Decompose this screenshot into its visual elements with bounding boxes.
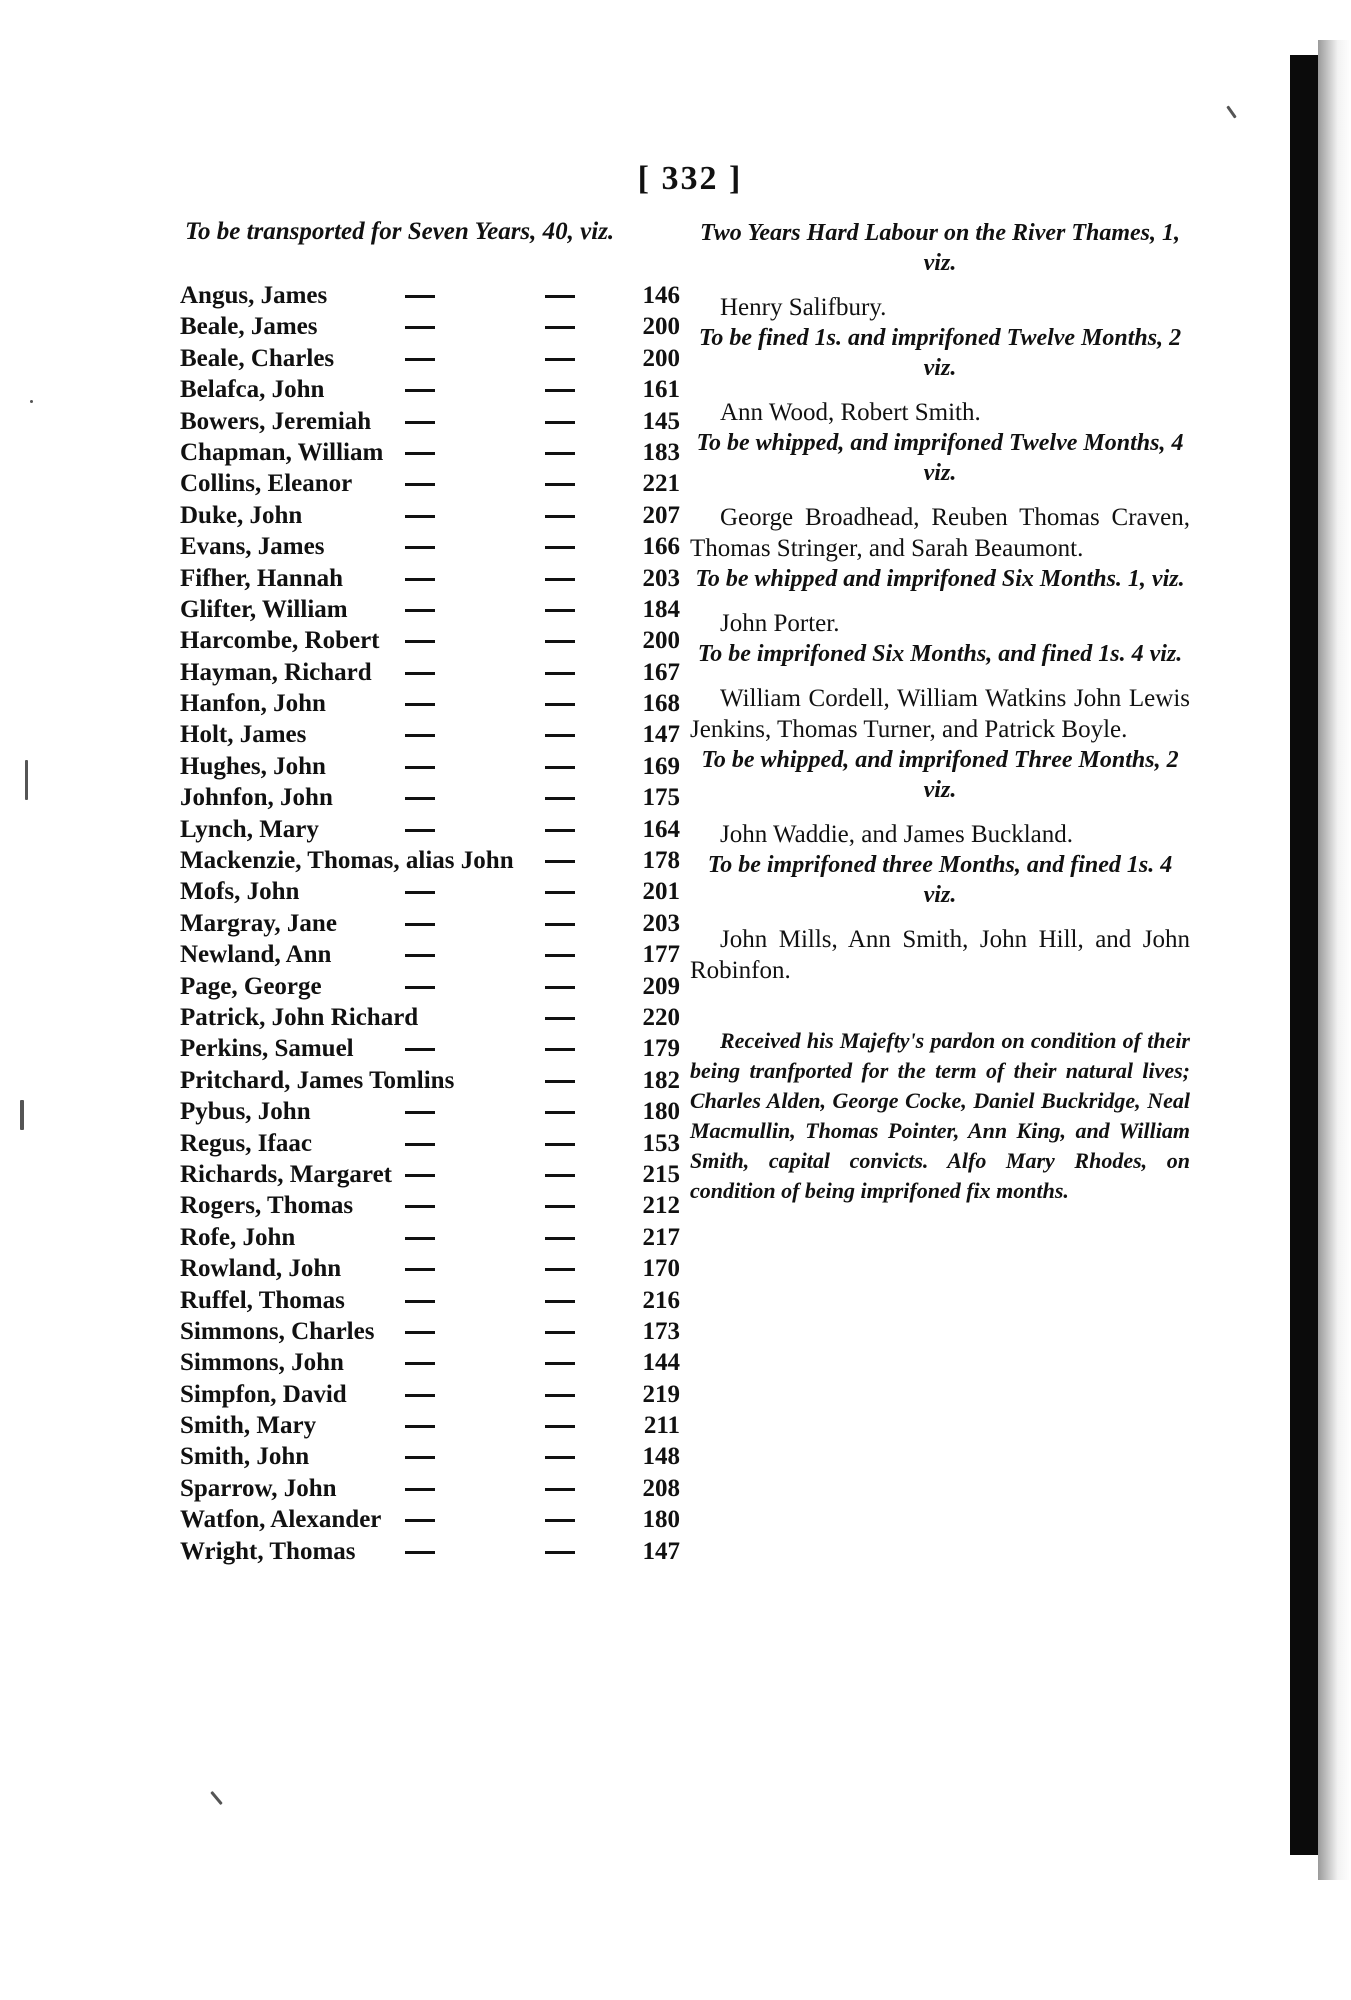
leader-dash — [545, 1268, 575, 1271]
reference-number: 145 — [642, 407, 680, 435]
section-body: John Waddie, and James Buckland. — [720, 821, 1074, 848]
convict-name: Johnfon, John — [180, 784, 333, 812]
pardon-paragraph: Received his Majefty's pardon on condition of their being tranfported for the term of their natural lives; Charles Alden, George Cocke, Daniel Buckridge, Neal Macmullin, Thomas Pointer, Ann King, and William Smith, capital convicts. Alfo Mary Rhodes, on condition of being imprifoned fix months. — [690, 1028, 1190, 1203]
transportation-list — [165, 218, 685, 1567]
table-row — [165, 1316, 685, 1347]
leader-dash — [545, 515, 575, 518]
table-row — [165, 688, 685, 719]
table-row — [165, 531, 685, 562]
convict-name: Richards, Margaret — [180, 1160, 392, 1188]
reference-number: 182 — [642, 1066, 680, 1094]
convict-name: Page, George — [180, 972, 322, 1000]
convict-name: Hayman, Richard — [180, 658, 372, 686]
leader-dash — [405, 954, 435, 957]
reference-number: 201 — [642, 878, 680, 906]
leader-dash — [405, 734, 435, 737]
leader-dash — [405, 829, 435, 832]
reference-number: 183 — [642, 438, 680, 466]
table-row — [165, 374, 685, 405]
convict-name: Hughes, John — [180, 752, 326, 780]
table-row — [165, 1285, 685, 1316]
leader-dash — [405, 546, 435, 549]
scan-speck — [1226, 105, 1236, 118]
table-row — [165, 1473, 685, 1504]
table-row — [165, 1033, 685, 1064]
reference-number: 180 — [642, 1098, 680, 1126]
leader-dash — [545, 1143, 575, 1146]
leader-dash — [405, 452, 435, 455]
convict-name: Evans, James — [180, 533, 325, 561]
reference-number: 203 — [642, 909, 680, 937]
leader-dash — [405, 515, 435, 518]
convict-name: Rofe, John — [180, 1223, 296, 1251]
table-row — [165, 876, 685, 907]
table-row — [165, 343, 685, 374]
leader-dash — [545, 609, 575, 612]
scan-speck — [20, 1100, 24, 1130]
table-row — [165, 1222, 685, 1253]
leader-dash — [545, 672, 575, 675]
table-row — [165, 1065, 685, 1096]
leader-dash — [405, 1425, 435, 1428]
leader-dash — [545, 1425, 575, 1428]
leader-dash — [545, 1237, 575, 1240]
reference-number: 164 — [642, 815, 680, 843]
leader-dash — [405, 1362, 435, 1365]
table-row — [165, 1159, 685, 1190]
table-row — [165, 311, 685, 342]
table-row — [165, 1536, 685, 1567]
leader-dash — [545, 1331, 575, 1334]
convict-name: Simmons, Charles — [180, 1317, 375, 1345]
leader-dash — [405, 640, 435, 643]
leader-dash — [405, 766, 435, 769]
leader-dash — [405, 797, 435, 800]
leader-dash — [545, 891, 575, 894]
section-body: Henry Salifbury. — [720, 294, 887, 321]
table-row — [165, 500, 685, 531]
reference-number: 200 — [642, 344, 680, 372]
convict-name: Wright, Thomas — [180, 1537, 356, 1565]
leader-dash — [545, 483, 575, 486]
convict-name: Lynch, Mary — [180, 815, 319, 843]
convict-name: Pritchard, James Tomlins — [180, 1066, 455, 1094]
leader-dash — [405, 1519, 435, 1522]
table-row — [165, 908, 685, 939]
convict-name: Beale, James — [180, 313, 318, 341]
table-row — [165, 468, 685, 499]
scan-speck — [30, 400, 33, 403]
convict-name: Collins, Eleanor — [180, 470, 353, 498]
section-heading: To be whipped and imprifoned Six Months. 1, viz. — [695, 566, 1185, 592]
reference-number: 167 — [642, 658, 680, 686]
leader-dash — [405, 1143, 435, 1146]
table-row — [165, 280, 685, 311]
leader-dash — [545, 923, 575, 926]
reference-number: 200 — [642, 627, 680, 655]
section-body: John Mills, Ann Smith, John Hill, and John Robinfon. — [690, 926, 1190, 984]
leader-dash — [545, 986, 575, 989]
table-row — [165, 1128, 685, 1159]
convict-name: Harcombe, Robert — [180, 627, 380, 655]
table-row — [165, 1002, 685, 1033]
convict-name: Duke, John — [180, 501, 303, 529]
leader-dash — [405, 578, 435, 581]
convict-name: Belafca, John — [180, 376, 325, 404]
leader-dash — [545, 358, 575, 361]
convict-name: Rogers, Thomas — [180, 1192, 354, 1220]
leader-dash — [405, 389, 435, 392]
leader-dash — [405, 1331, 435, 1334]
convict-name: Bowers, Jeremiah — [180, 407, 372, 435]
leader-dash — [545, 829, 575, 832]
leader-dash — [405, 421, 435, 424]
leader-dash — [545, 546, 575, 549]
table-row — [165, 1504, 685, 1535]
leader-dash — [405, 1394, 435, 1397]
leader-dash — [405, 1488, 435, 1491]
leader-dash — [545, 578, 575, 581]
reference-number: 207 — [642, 501, 680, 529]
leader-dash — [405, 483, 435, 486]
table-row — [165, 782, 685, 813]
leader-dash — [405, 1111, 435, 1114]
reference-number: 147 — [642, 1537, 680, 1565]
reference-number: 216 — [642, 1286, 680, 1314]
leader-dash — [405, 326, 435, 329]
table-row — [165, 971, 685, 1002]
table-row — [165, 1347, 685, 1378]
table-row — [165, 657, 685, 688]
convict-name: Margray, Jane — [180, 909, 337, 937]
table-row — [165, 1190, 685, 1221]
reference-number: 166 — [642, 533, 680, 561]
leader-dash — [545, 1456, 575, 1459]
page-number: [ 332 ] — [637, 160, 743, 197]
convict-name: Smith, Mary — [180, 1412, 317, 1440]
section-body: John Porter. — [720, 610, 840, 637]
leader-dash — [545, 860, 575, 863]
convict-name: Simpfon, David — [180, 1380, 347, 1408]
convict-name: Simmons, John — [180, 1349, 344, 1377]
scan-speck — [210, 1791, 223, 1805]
leader-dash — [545, 1205, 575, 1208]
section-fined-twelve-months — [690, 323, 1190, 428]
leader-dash — [405, 1048, 435, 1051]
reference-number: 148 — [642, 1443, 680, 1471]
reference-number: 168 — [642, 690, 680, 718]
leader-dash — [405, 923, 435, 926]
reference-number: 211 — [643, 1412, 680, 1440]
leader-dash — [545, 954, 575, 957]
reference-number: 169 — [642, 752, 680, 780]
table-row — [165, 939, 685, 970]
reference-number: 146 — [642, 282, 680, 309]
leader-dash — [405, 1205, 435, 1208]
reference-number: 184 — [642, 595, 680, 623]
section-imprisoned-three-months — [690, 850, 1190, 986]
convict-name: Watfon, Alexander — [180, 1506, 382, 1534]
reference-number: 173 — [642, 1317, 680, 1345]
table-row — [165, 845, 685, 876]
reference-number: 208 — [642, 1474, 680, 1502]
leader-dash — [545, 1519, 575, 1522]
table-row — [165, 751, 685, 782]
leader-dash — [545, 1080, 575, 1083]
convict-name: Beale, Charles — [180, 344, 335, 372]
reference-number: 200 — [642, 313, 680, 341]
reference-number: 209 — [642, 972, 680, 1000]
section-heading: To be imprifoned Six Months, and fined 1s. 4 viz. — [697, 641, 1183, 667]
section-imprisoned-six-months — [690, 639, 1190, 745]
reference-number: 179 — [642, 1035, 680, 1063]
table-row — [165, 1410, 685, 1441]
leader-dash — [405, 358, 435, 361]
convict-name: Patrick, John Richard — [180, 1003, 419, 1031]
leader-dash — [545, 452, 575, 455]
reference-number: 212 — [642, 1192, 680, 1220]
section-heading: To be imprifoned three Months, and fined 1s. 4 viz. — [707, 852, 1173, 908]
reference-number: 221 — [642, 470, 680, 498]
convict-name: Hanfon, John — [180, 690, 326, 718]
convict-name: Glifter, William — [180, 595, 348, 623]
leader-dash — [405, 986, 435, 989]
book-spine-shadow — [1290, 55, 1318, 1855]
section-heading: To be whipped, and imprifoned Three Months, 2 viz. — [701, 747, 1179, 803]
leader-dash — [545, 1362, 575, 1365]
convict-name: Sparrow, John — [180, 1474, 337, 1502]
table-row — [165, 814, 685, 845]
leader-dash — [405, 295, 435, 298]
section-body: Ann Wood, Robert Smith. — [720, 399, 981, 426]
reference-number: 178 — [642, 847, 680, 875]
leader-dash — [405, 1456, 435, 1459]
reference-number: 153 — [642, 1129, 680, 1157]
convict-name: Fifher, Hannah — [180, 564, 344, 592]
table-row — [165, 563, 685, 594]
table-row — [165, 1096, 685, 1127]
section-heading: Two Years Hard Labour on the River Thames, 1, viz. — [699, 220, 1181, 276]
reference-number: 170 — [642, 1255, 680, 1283]
table-row — [165, 594, 685, 625]
reference-number: 217 — [642, 1223, 680, 1251]
reference-number: 147 — [642, 721, 680, 749]
leader-dash — [545, 295, 575, 298]
leader-dash — [405, 1300, 435, 1303]
convict-name: Chapman, William — [180, 438, 384, 466]
table-row — [165, 437, 685, 468]
leader-dash — [545, 1017, 575, 1020]
convict-name: Perkins, Samuel — [180, 1035, 354, 1063]
reference-number: 203 — [642, 564, 680, 592]
leader-dash — [545, 1300, 575, 1303]
convict-name: Smith, John — [180, 1443, 310, 1471]
entry-list — [165, 280, 685, 1567]
table-row — [165, 1253, 685, 1284]
leader-dash — [545, 1174, 575, 1177]
section-heading: To be fined 1s. and imprifoned Twelve Months, 2 viz. — [698, 325, 1182, 381]
leader-dash — [405, 1174, 435, 1177]
section-whipped-six-months — [690, 564, 1190, 639]
leader-dash — [545, 1048, 575, 1051]
page-edge — [1318, 40, 1351, 1880]
reference-number: 220 — [642, 1003, 680, 1031]
reference-number: 177 — [642, 941, 680, 969]
convict-name: Holt, James — [180, 721, 307, 749]
scan-speck — [25, 760, 28, 800]
table-row — [165, 1441, 685, 1472]
leader-dash — [545, 734, 575, 737]
reference-number: 144 — [642, 1349, 680, 1377]
leader-dash — [545, 389, 575, 392]
convict-name: Rowland, John — [180, 1255, 342, 1283]
convict-name: Pybus, John — [180, 1098, 311, 1126]
leader-dash — [545, 1394, 575, 1397]
convict-name: Newland, Ann — [180, 941, 332, 969]
leader-dash — [405, 1268, 435, 1271]
leader-dash — [405, 1237, 435, 1240]
convict-name: Mofs, John — [180, 878, 300, 906]
convict-name: Ruffel, Thomas — [180, 1286, 345, 1314]
section-body: George Broadhead, Reuben Thomas Craven, Thomas Stringer, and Sarah Beaumont. — [690, 504, 1190, 562]
leader-dash — [405, 672, 435, 675]
reference-number: 161 — [642, 376, 680, 404]
table-row — [165, 406, 685, 437]
transportation-heading: To be transported for Seven Years, 40, viz. — [185, 218, 615, 245]
leader-dash — [545, 1488, 575, 1491]
leader-dash — [545, 640, 575, 643]
leader-dash — [545, 766, 575, 769]
leader-dash — [405, 1551, 435, 1554]
leader-dash — [545, 421, 575, 424]
leader-dash — [545, 797, 575, 800]
convict-name: Mackenzie, Thomas, alias John — [180, 847, 514, 875]
leader-dash — [545, 1111, 575, 1114]
reference-number: 180 — [642, 1506, 680, 1534]
reference-number: 175 — [642, 784, 680, 812]
sentences-column — [690, 218, 1190, 1206]
section-whipped-twelve-months — [690, 428, 1190, 564]
reference-number: 215 — [642, 1160, 680, 1188]
table-row — [165, 1379, 685, 1410]
leader-dash — [545, 703, 575, 706]
table-row — [165, 625, 685, 656]
leader-dash — [405, 609, 435, 612]
section-heading: To be whipped, and imprifoned Twelve Months, 4 viz. — [696, 430, 1184, 486]
section-hard-labour — [690, 218, 1190, 323]
leader-dash — [405, 891, 435, 894]
section-whipped-three-months — [690, 745, 1190, 850]
leader-dash — [545, 326, 575, 329]
reference-number: 219 — [642, 1380, 680, 1408]
table-row — [165, 719, 685, 750]
convict-name: Regus, Ifaac — [180, 1129, 312, 1157]
convict-name: Angus, James — [180, 282, 328, 309]
leader-dash — [545, 1551, 575, 1554]
section-body: William Cordell, William Watkins John Lewis Jenkins, Thomas Turner, and Patrick Boyle. — [690, 685, 1190, 743]
leader-dash — [405, 703, 435, 706]
